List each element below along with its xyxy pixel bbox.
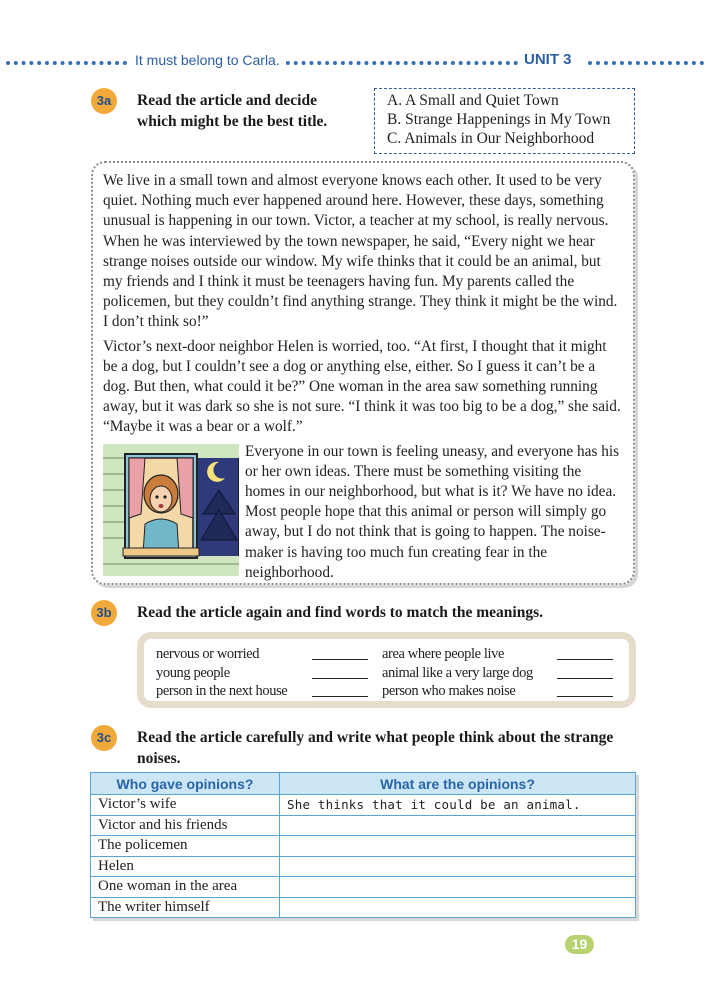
instruction-3a-line1: Read the article and decide [137, 92, 317, 109]
article-paragraph-3: Everyone in our town is feeling uneasy, and everyone has his or her own ideas. There must be something visiting the homes in our neighborhood, but what is it? We have no idea. Most people hope that this animal or person will simply go away, but I do not think that is going to happen. The noise-maker is having too much fun creating fear in the neighborhood. [245, 442, 620, 581]
answer-blank[interactable] [557, 682, 613, 697]
cell-who: The policemen [91, 836, 280, 857]
table-header-row [91, 773, 636, 795]
instruction-3a [137, 90, 327, 132]
header-dots-left [6, 61, 127, 65]
answer-blank[interactable] [312, 645, 368, 660]
instruction-3c-line1: Read the article carefully and write what people think about the strange [137, 729, 614, 746]
col-header-opinions: What are the opinions? [280, 773, 636, 795]
instruction-3b: Read the article again and find words to match the meanings. [137, 604, 544, 621]
cell-opinion[interactable] [280, 897, 636, 918]
header-dots-middle [278, 61, 518, 65]
badge-3a: 3a [91, 88, 117, 114]
word-row [156, 682, 629, 701]
badge-3b: 3b [91, 600, 117, 626]
option-a: A. A Small and Quiet Town [387, 92, 559, 109]
woman-at-window-illustration [103, 444, 239, 576]
cell-opinion[interactable]: She thinks that it could be an animal. [280, 795, 636, 816]
instruction-3c [137, 727, 613, 769]
cell-opinion[interactable] [280, 836, 636, 857]
cell-opinion[interactable] [280, 856, 636, 877]
instruction-3a-line2: which might be the best title. [137, 113, 328, 130]
answer-blank[interactable] [557, 664, 613, 679]
cell-who: The writer himself [91, 897, 280, 918]
unit-label: UNIT 3 [519, 51, 577, 68]
cell-who: Helen [91, 856, 280, 877]
option-b: B. Strange Happenings in My Town [387, 111, 611, 128]
table-row [91, 815, 636, 836]
header-title: It must belong to Carla. [135, 52, 280, 68]
title-options-box [374, 88, 635, 154]
meaning-left: person in the next house [156, 683, 288, 699]
table-row [91, 795, 636, 816]
table-row [91, 836, 636, 857]
article-paragraph-1: We live in a small town and almost everyone knows each other. It used to be very quiet. Nothing much ever happened around here. However, these days, something unusual is happening in our town. Victor, a teacher at my school, is really nervous. When he was interviewed by the town newspaper, he said, “Every night we hear strange noises outside our window. My wife thinks that it could be an animal, but my friends and I think it must be teenagers having fun. My parents called the policemen, but they couldn’t find anything strange. They think it might be the wind. I don’t think so!” [103, 172, 618, 331]
cell-who: Victor and his friends [91, 815, 280, 836]
option-c: C. Animals in Our Neighborhood [387, 130, 595, 147]
word-row [156, 645, 629, 664]
meaning-right: animal like a very large dog [382, 664, 533, 681]
table-row [91, 856, 636, 877]
page-number: 19 [565, 935, 594, 954]
article-box [91, 161, 635, 585]
header-dots-right [588, 61, 704, 65]
col-header-who: Who gave opinions? [91, 773, 280, 795]
badge-3c: 3c [91, 725, 117, 751]
meaning-left: young people [156, 664, 230, 681]
answer-blank[interactable] [312, 664, 368, 679]
table-row [91, 897, 636, 918]
article-paragraph-2: Victor’s next-door neighbor Helen is worried, too. “At first, I thought that it might be a dog, but I couldn’t see a dog or anything else, either. So I guess it can’t be a dog. But then, what could it be?” One woman in the area saw something running away, but it was dark so she is not sure. “I think it was too big to be a dog,” she said. “Maybe it was a bear or a wolf.” [103, 337, 621, 436]
cell-who: Victor’s wife [91, 795, 280, 816]
answer-blank[interactable] [312, 682, 368, 697]
meaning-right: person who makes noise [382, 683, 516, 699]
cell-opinion[interactable] [280, 877, 636, 898]
cell-who: One woman in the area [91, 877, 280, 898]
cell-opinion[interactable] [280, 815, 636, 836]
meaning-left: nervous or worried [156, 646, 260, 662]
word-matching-box [137, 632, 636, 708]
table-row [91, 877, 636, 898]
word-row [156, 664, 629, 683]
meaning-right: area where people live [382, 646, 505, 662]
answer-blank[interactable] [557, 645, 613, 660]
opinions-table [90, 772, 636, 918]
instruction-3c-line2: noises. [137, 750, 181, 767]
